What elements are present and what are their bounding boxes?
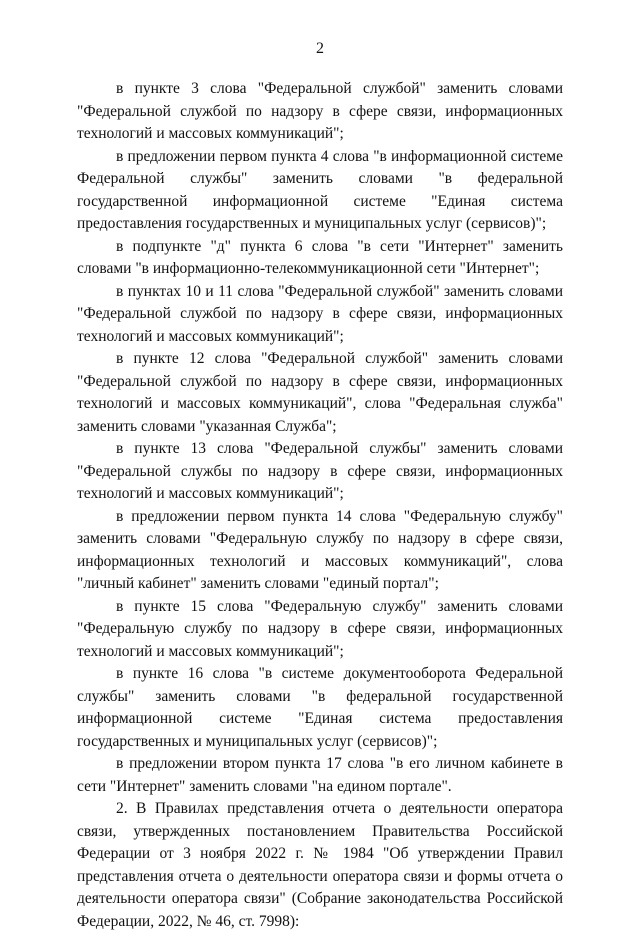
paragraph: 2. В Правилах представления отчета о деятельности оператора связи, утвержденных постановлением Правительства Российской Федерации от 3 ноября 2022 г. № 1984 "Об утверждении Правил представления отчета о деятельности оператора связи и формы отчета о деятельности оператора связи" (Собрание законодательства Российской Федерации, 2022, № 46, ст. 7998): — [77, 800, 563, 930]
paragraph: в пункте 12 слова "Федеральной службой" заменить словами "Федеральной службой по надзору в сфере связи, информационных технологий и массовых коммуникаций", слова "Федеральная служба" заменить словами "указанная Служба"; — [77, 350, 563, 435]
paragraph: в пункте 13 слова "Федеральной службы" заменить словами "Федеральной службы по надзору в сфере связи, информационных технологий и массовых коммуникаций"; — [77, 440, 563, 502]
page-number: 2 — [316, 40, 324, 57]
paragraph: в подпункте "д" пункта 6 слова "в сети "Интернет" заменить словами "в информационно-телекоммуникационной сети "Интернет"; — [77, 237, 563, 277]
paragraph: в предложении втором пункта 17 слова "в его личном кабинете в сети "Интернет" заменить словами "на едином портале". — [77, 755, 563, 795]
paragraph: в предложении первом пункта 14 слова "Федеральную службу" заменить словами "Федеральную службу по надзору в сфере связи, информационных технологий и массовых коммуникаций", слова "личный кабинет" заменить словами "единый портал"; — [77, 507, 563, 592]
paragraph: в пункте 3 слова "Федеральной службой" заменить словами "Федеральной службой по надзору в сфере связи, информационных технологий и массовых коммуникаций"; — [77, 80, 563, 142]
paragraph: в пункте 16 слова "в системе документооборота Федеральной службы" заменить словами "в федеральной государственной информационной системе "Единая система предоставления государственных и муниципальных услуг (сервисов)"; — [77, 665, 563, 750]
paragraph: в пунктах 10 и 11 слова "Федеральной службой" заменить словами "Федеральной службой по надзору в сфере связи, информационных технологий и массовых коммуникаций"; — [77, 282, 563, 345]
paragraph: в пункте 15 слова "Федеральную службу" заменить словами "Федеральную службу по надзору в сфере связи, информационных технологий и массовых коммуникаций"; — [77, 597, 563, 660]
paragraph: в предложении первом пункта 4 слова "в информационной системе Федеральной службы" заменить словами "в федеральной государственной информационной системе "Единая система предоставления государственных и муниципальных услуг (сервисов)"; — [77, 147, 563, 232]
document-body — [77, 78, 563, 933]
